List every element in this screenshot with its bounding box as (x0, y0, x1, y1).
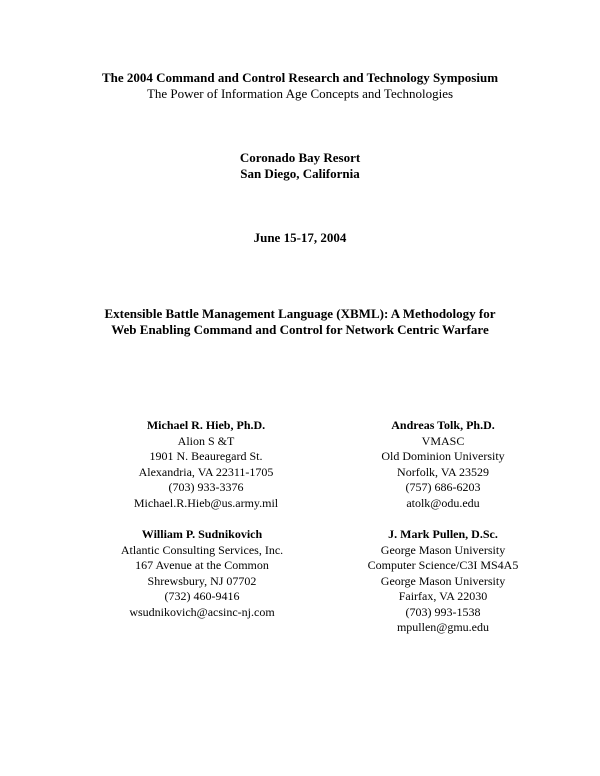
author-phone: (703) 933-3376 (168, 480, 244, 494)
author-email: Michael.R.Hieb@us.army.mil (133, 495, 279, 510)
author-affiliation: George Mason University (380, 542, 506, 557)
symposium-header (0, 70, 600, 102)
event-date: June 15-17, 2004 (253, 230, 347, 245)
author-affiliation: VMASC (421, 433, 465, 448)
author-email: wsudnikovich@acsinc-nj.com (129, 604, 275, 619)
author-city: Norfolk, VA 23529 (397, 464, 489, 479)
author-city: Fairfax, VA 22030 (398, 589, 488, 603)
author-email: mpullen@gmu.edu (396, 620, 490, 634)
author-name: Andreas Tolk, Ph.D. (391, 418, 495, 432)
author-email: atolk@odu.edu (406, 495, 480, 510)
author-card-hieb (96, 418, 316, 511)
author-affiliation: Alion S &T (177, 433, 235, 448)
author-name: Michael R. Hieb, Ph.D. (146, 418, 266, 432)
author-city: Shrewsbury, NJ 07702 (147, 573, 257, 588)
venue (0, 150, 600, 182)
author-city: Alexandria, VA 22311-1705 (138, 464, 274, 479)
author-institution: George Mason University (380, 573, 506, 588)
author-department: Computer Science/C3I MS4A5 (367, 558, 519, 572)
event-date-block (0, 230, 600, 246)
symposium-subtitle: The Power of Information Age Concepts and Technologies (146, 86, 454, 101)
author-institution: Old Dominion University (381, 449, 505, 463)
author-phone: (757) 686-6203 (405, 480, 481, 494)
author-card-sudnikovich (92, 527, 312, 620)
venue-name: Coronado Bay Resort (239, 150, 361, 165)
author-address: 1901 N. Beauregard St. (149, 449, 263, 463)
author-name: J. Mark Pullen, D.Sc. (388, 527, 498, 541)
author-phone: (703) 993-1538 (405, 604, 481, 619)
symposium-title: The 2004 Command and Control Research and Technology Symposium (101, 70, 499, 85)
author-name: William P. Sudnikovich (141, 527, 263, 541)
author-card-tolk (333, 418, 553, 511)
paper-title-line-1: Extensible Battle Management Language (XBML): A Methodology for (104, 306, 496, 321)
author-phone: (732) 460-9416 (164, 589, 240, 603)
author-address: 167 Avenue at the Common (135, 558, 269, 572)
author-card-pullen (333, 527, 553, 636)
venue-city: San Diego, California (240, 166, 360, 181)
paper-title-line-2: Web Enabling Command and Control for Network Centric Warfare (111, 322, 489, 337)
paper-title (0, 306, 600, 338)
author-affiliation: Atlantic Consulting Services, Inc. (120, 542, 284, 557)
